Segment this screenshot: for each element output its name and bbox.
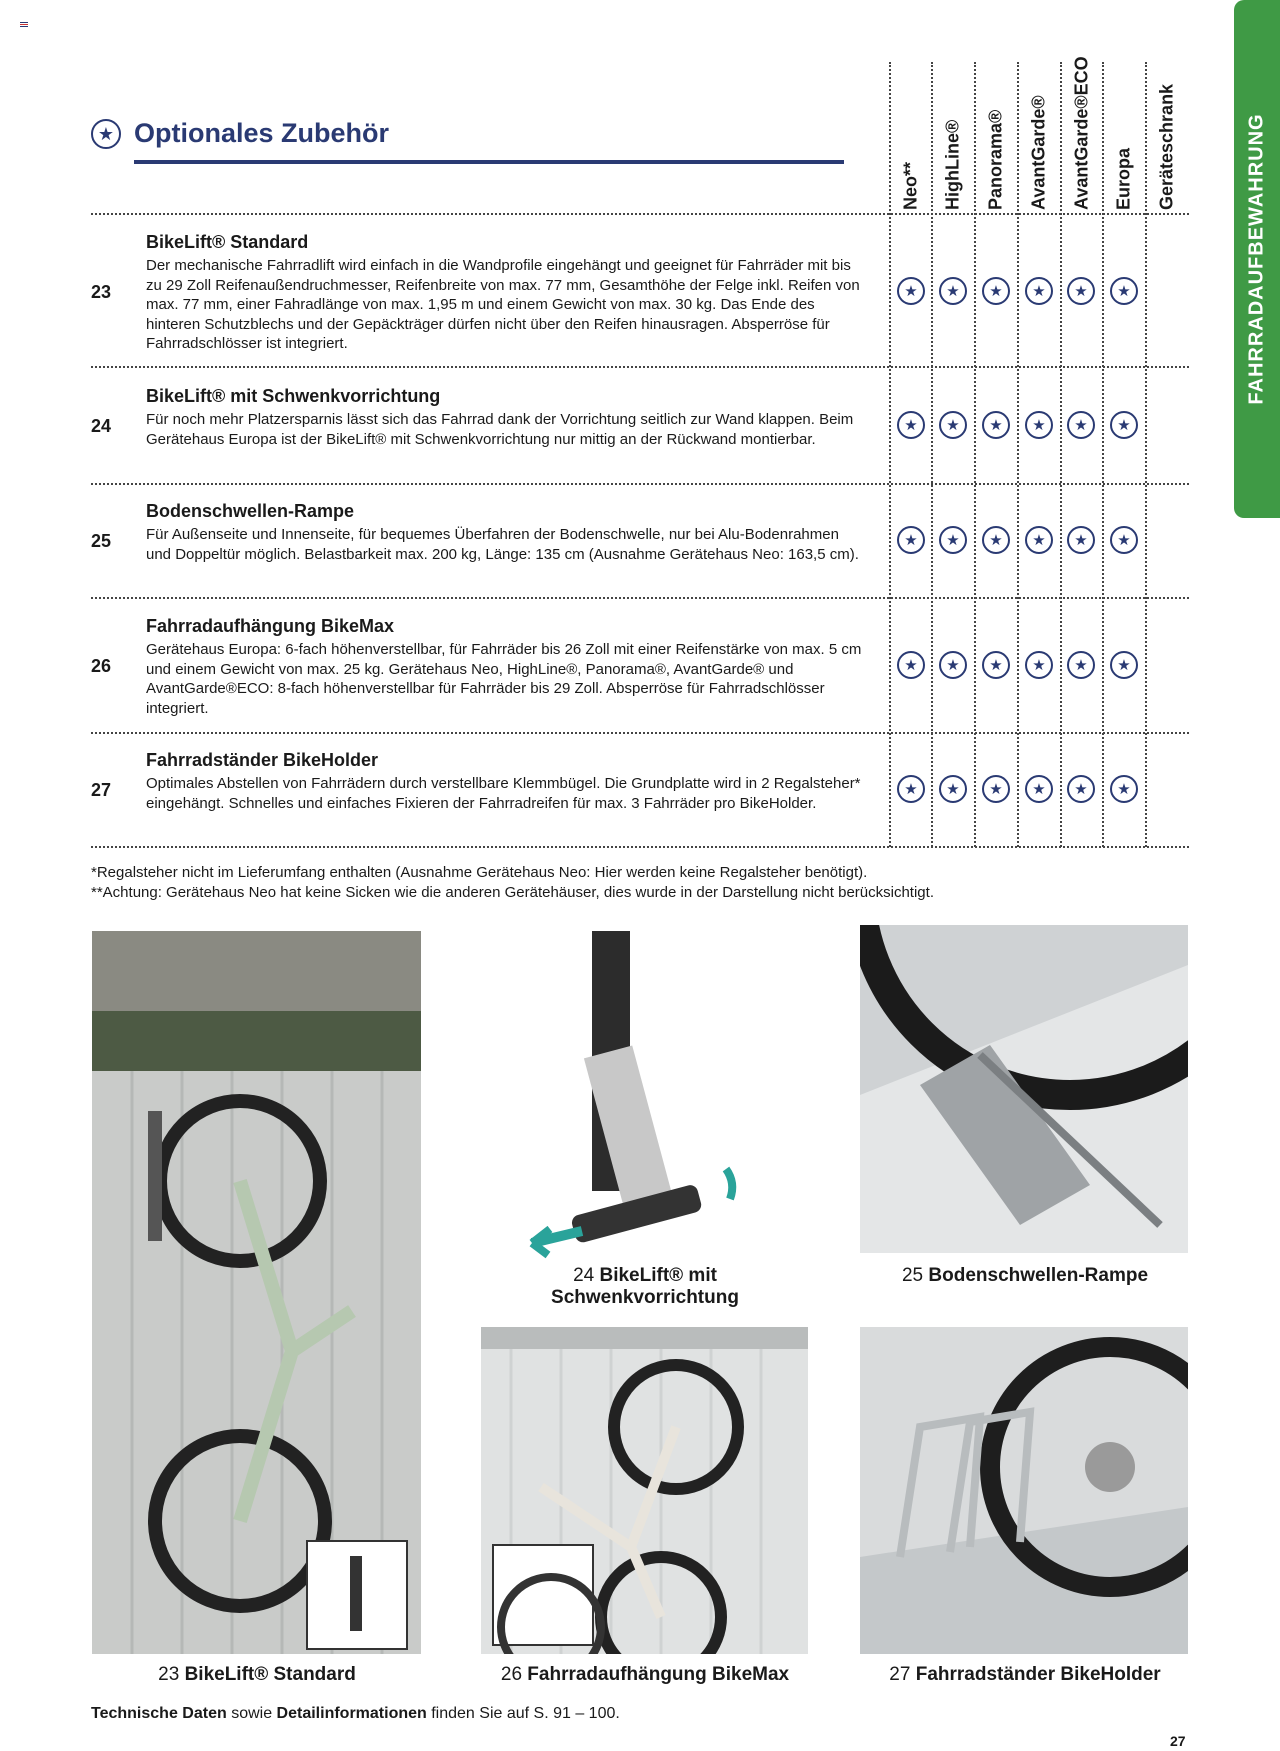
available-star-icon: ★ [1067, 277, 1095, 305]
row-title: Bodenschwellen-Rampe [146, 501, 355, 521]
row-divider [91, 846, 1189, 848]
page-title: Optionales Zubehör [134, 118, 390, 148]
available-star-icon: ★ [939, 277, 967, 305]
available-star-icon: ★ [1067, 651, 1095, 679]
title-underline [134, 160, 844, 164]
side-tab-label: FAHRRADAUFBEWAHRUNG [1245, 113, 1268, 405]
col-header-geraeteschrank: Geräteschrank [1156, 83, 1177, 210]
available-star-icon: ★ [1025, 651, 1053, 679]
caption-27: 27 Fahrradständer BikeHolder [889, 1664, 1161, 1685]
column-divider [1145, 62, 1147, 847]
row-divider [91, 732, 1189, 734]
available-star-icon: ★ [897, 775, 925, 803]
column-divider [974, 62, 976, 847]
col-header-panorama: Panorama® [985, 109, 1006, 210]
col-header-avantgarde: AvantGarde® [1028, 95, 1049, 210]
row-number: 24 [91, 416, 112, 436]
available-star-icon: ★ [939, 411, 967, 439]
photo-threshold-ramp [860, 925, 1188, 1253]
row-divider [91, 597, 1189, 599]
col-header-avantgarde-eco: AvantGarde®ECO [1071, 56, 1092, 210]
available-star-icon: ★ [1025, 775, 1053, 803]
caption-25: 25 Bodenschwellen-Rampe [901, 1265, 1149, 1286]
photo-bikeholder [860, 1327, 1188, 1654]
available-star-icon: ★ [897, 411, 925, 439]
row-title: Fahrradaufhängung BikeMax [146, 616, 395, 636]
available-star-icon: ★ [1110, 775, 1138, 803]
available-star-icon: ★ [1025, 277, 1053, 305]
available-star-icon: ★ [1067, 411, 1095, 439]
caption-26: 26 Fahrradaufhängung BikeMax [500, 1664, 790, 1685]
available-star-icon: ★ [1110, 526, 1138, 554]
available-star-icon: ★ [939, 775, 967, 803]
available-star-icon: ★ [1025, 411, 1053, 439]
available-star-icon: ★ [982, 411, 1010, 439]
available-star-icon: ★ [1025, 526, 1053, 554]
available-star-icon: ★ [982, 775, 1010, 803]
available-star-icon: ★ [1110, 411, 1138, 439]
available-star-icon: ★ [1067, 775, 1095, 803]
footnote-2: **Achtung: Gerätehaus Neo hat keine Sicken wie die anderen Gerätehäuser, dies wurde in der Darstellung nicht berücksichtigt. [91, 884, 934, 901]
photo-bikelift-swivel [512, 931, 758, 1261]
page-number: 27 [1170, 1733, 1186, 1749]
row-description: Optimales Abstellen von Fahrrädern durch verstellbare Klemmbügel. Die Grundplatte wird in 2 Regalsteher* eingehängt. Schnelles und einfaches Fixieren der Fahrradreifen für max. 3 Fahrräder pro BikeHolder. [146, 775, 861, 812]
available-star-icon: ★ [897, 651, 925, 679]
row-number: 27 [91, 780, 112, 800]
row-number: 26 [91, 656, 112, 676]
row-title: BikeLift® Standard [146, 232, 309, 252]
caption-24: 24 BikeLift® mit Schwenkvorrichtung [551, 1265, 739, 1308]
column-divider [931, 62, 933, 847]
col-header-neo: Neo** [900, 161, 921, 210]
photo-bikelift-standard [92, 931, 421, 1654]
section-side-tab [1234, 0, 1280, 518]
row-divider [91, 213, 1189, 215]
row-divider [91, 483, 1189, 485]
col-header-europa: Europa [1113, 147, 1134, 210]
available-star-icon: ★ [939, 526, 967, 554]
available-star-icon: ★ [1110, 277, 1138, 305]
available-star-icon: ★ [897, 526, 925, 554]
row-description: Für Außenseite und Innenseite, für bequemes Überfahren der Bodenschwelle, nur bei Alu-Bodenrahmen und Doppeltür möglich. Belastbarkeit max. 200 kg, Länge: 135 cm (Ausnahme Gerätehaus Neo: 163,5 cm). [146, 526, 859, 563]
caption-23: 23 BikeLift® Standard [158, 1664, 356, 1685]
star-circle-icon: ★ [91, 119, 121, 149]
row-description: Der mechanische Fahrradlift wird einfach in die Wandprofile eingehängt und geeignet für Fahrräder mit bis zu 29 Zoll Reifenaußendruchmesser, Reifenbreite von max. 77 mm, Gesamthöhe der Felge inkl. Reifen von max. 77 mm, einer Fahradlänge von max. 1,95 m und einem Gewicht von max. 30 kg. Das Ende des hinteren Schutzblechs und der Gepäckträger dürfen nicht über den Reifen hinausragen. Absperröse für Fahrradschlösser ist integriert. [146, 257, 860, 352]
flag-icon [20, 22, 28, 27]
col-header-highline: HighLine® [942, 119, 963, 210]
row-number: 25 [91, 531, 112, 551]
photo-bikemax [481, 1327, 808, 1654]
available-star-icon: ★ [897, 277, 925, 305]
row-title: BikeLift® mit Schwenkvorrichtung [146, 386, 441, 406]
technical-data-reference: Technische Daten sowie Detailinformationen finden Sie auf S. 91 – 100. [91, 1705, 620, 1722]
footnote-1: *Regalsteher nicht im Lieferumfang enthalten (Ausnahme Gerätehaus Neo: Hier werden keine Regalsteher benötigt). [91, 864, 868, 881]
row-description: Für noch mehr Platzersparnis lässt sich das Fahrrad dank der Vorrichtung seitlich zur Wand klappen. Beim Gerätehaus Europa ist der BikeLift® mit Schwenkvorrichtung nur mittig an der Rückwand montierbar. [146, 411, 854, 448]
row-divider [91, 366, 1189, 368]
row-number: 23 [91, 282, 112, 302]
column-divider [889, 62, 891, 847]
column-divider [1017, 62, 1019, 847]
available-star-icon: ★ [1067, 526, 1095, 554]
row-description: Gerätehaus Europa: 6-fach höhenverstellbar, für Fahrräder bis 26 Zoll mit einer Reifenstärke von max. 5 cm und einem Gewicht von max. 25 kg. Gerätehaus Neo, HighLine®, Panorama®, AvantGarde® und AvantGarde®ECO: 8-fach höhenverstellbar für Fahrräder bis 29 Zoll. Absperröse für Fahrradschlösser integriert. [146, 641, 862, 717]
row-title: Fahrradständer BikeHolder [146, 750, 379, 770]
available-star-icon: ★ [939, 651, 967, 679]
available-star-icon: ★ [982, 277, 1010, 305]
available-star-icon: ★ [982, 526, 1010, 554]
column-divider [1102, 62, 1104, 847]
available-star-icon: ★ [982, 651, 1010, 679]
column-divider [1060, 62, 1062, 847]
available-star-icon: ★ [1110, 651, 1138, 679]
